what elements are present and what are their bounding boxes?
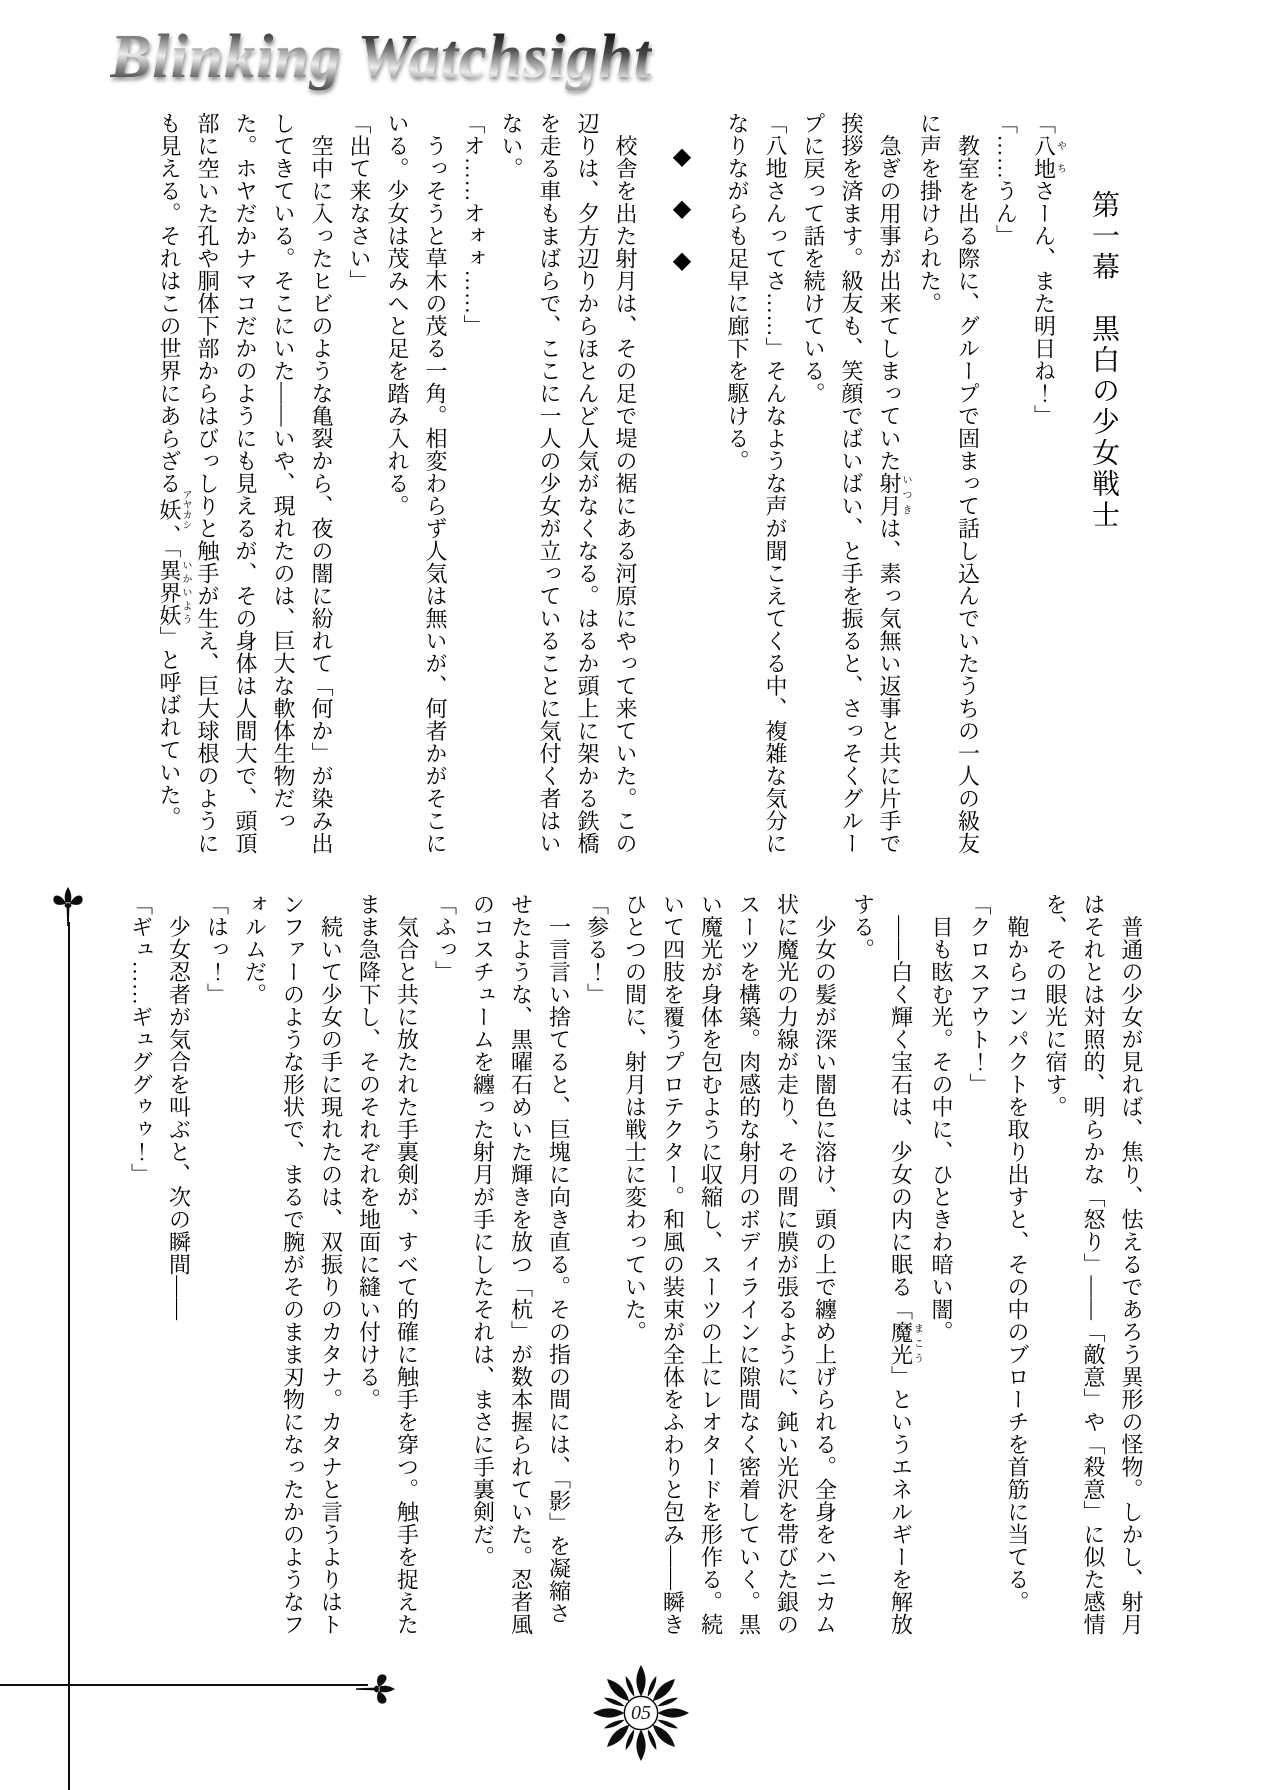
fleur-de-lis-icon [52,886,84,926]
dialogue-line: 「ギュ……ギュググゥゥ！」 [128,893,154,1186]
narration-paragraph: 気合と共に放たれた手裏剣が、すべて的確に触手を穿つ。触手を捉えたまま急降下し、そのそれぞれを地面に縫い付ける。 [356,893,420,1636]
narration-paragraph: 空中に入ったヒビのような亀裂から、夜の闇に紛れて「何か」が染み出してきている。そこにいた――いや、現れたのは、巨大な軟体生物だった。ホヤだかナマコだかのようにも見えるが、その身体は人間大で、頭頂部に空いた孔や胴体下部からはびっしりと触手が生え、巨大球根のようにも見える。それはこの世界にあらざる妖アヤカシ、「異界妖いかいよう」と呼ばれていた。 [157,112,334,855]
narration-paragraph: 急ぎの用事が出来てしまっていた射月いつきは、素っ気無い返事と共に片手で挨拶を済ます。級友も、笑顔でばいばい、と手を振ると、さっそくグループに戻って話を続けている。 [801,112,911,855]
narration-paragraph: うっそうと草木の茂る一角。相変わらず人気は無いが、何者かがそこにいる。少女は茂みへと足を踏み入れる。 [385,112,448,855]
narration-paragraph: 教室を出る際に、グループで固まって話し込んでいたうちの一人の級友に声を掛けられた。 [917,112,981,855]
dialogue-line: 「参る！」 [584,893,610,1006]
bottom-border-line [0,1684,368,1686]
dialogue-line: 「ふっ」 [432,893,458,983]
story-text-bottom [122,893,1151,1636]
left-border-line [68,922,70,1790]
page-number: 05 [631,1701,651,1724]
narration-paragraph: 続いて少女の手に現れたのは、双振りのカタナ。カタナと言うよりはトンファーのような形状で、まるで腕がそのまま刃物になったかのようなフォルムだ。 [242,893,344,1636]
dialogue-line: 「クロスアウト！」 [967,893,992,1096]
narration-paragraph: 少女忍者が気合を叫ぶと、次の瞬間―― [166,893,192,1321]
narration-paragraph: 一言言い捨てると、巨塊に向き直る。その指の間には、「影」を凝縮させたような、黒曜石めいた輝きを放つ「杭」が数本握られていた。忍者風のコスチュームを纏った射月が手にしたそれは、まさに手裏剣だ。 [470,893,572,1636]
narration-paragraph: 少女の髪が深い闇色に溶け、頭の上で纏め上げられる。全身をハニカム状に魔光の力線が走り、その間に膜が張るように、鈍い光沢を帯びた銀のスーツを構築。肉感的な射月のボディラインに隙間なく密着していく。黒い魔光が身体を包むように収縮し、スーツの上にレオタードを形作る。続いて四肢を覆うプロテクター。和風の装束が全体をふわりと包み――瞬きひとつの間に、射月は戦士に変わっていた。 [622,893,838,1636]
dialogue-line: 「オ……オォォ……」 [461,112,486,337]
story-text-top [150,112,1127,855]
narration-paragraph: ――白く輝く宝石は、少女の内に眠る「魔光まこう」というエネルギーを解放する。 [850,893,923,1636]
book-title-logo: Blinking Watchsight [110,23,653,91]
scene-separator: ◆ ◆ ◆ [668,142,694,274]
dialogue-line: 「八地さんってさ……」そんなような声が聞こえてくる中、複雑な気分になりながらも足早に廊下を駆ける。 [725,112,788,855]
narration-paragraph: 校舎を出た射月は、その足で堤の裾にある河原にやって来ていた。この辺りは、夕方辺りからほとんど人気がなくなる。はるか頭上に架かる鉄橋を走る車もまばらで、ここに一人の少女が立っていることに気付く者はいない。 [499,112,638,855]
dialogue-line: 「……うん」 [993,112,1019,247]
narration-paragraph: 鞄からコンパクトを取り出すと、その中のブローチを首筋に当てる。 [1005,893,1030,1613]
dialogue-line: 「八地やちさーん、また明日ね！」 [1031,112,1066,427]
narration-paragraph: 目も眩む光。その中に、ひときわ暗い闇。 [929,893,954,1343]
chapter-heading: 第一幕 黒白の少女戦士 [1088,190,1119,531]
narration-paragraph: 普通の少女が見れば、焦り、怯えるであろう異形の怪物。しかし、射月はそれとは対照的、明らかな「怒り」――「敵意」や「殺意」に似た感情を、その眼光に宿す。 [1043,893,1144,1636]
page-number-ornament [592,1664,690,1762]
fleur-de-lis-icon [356,1673,396,1705]
dialogue-line: 「出て来なさい」 [347,112,372,292]
dialogue-line: 「はっ！」 [204,893,230,1006]
